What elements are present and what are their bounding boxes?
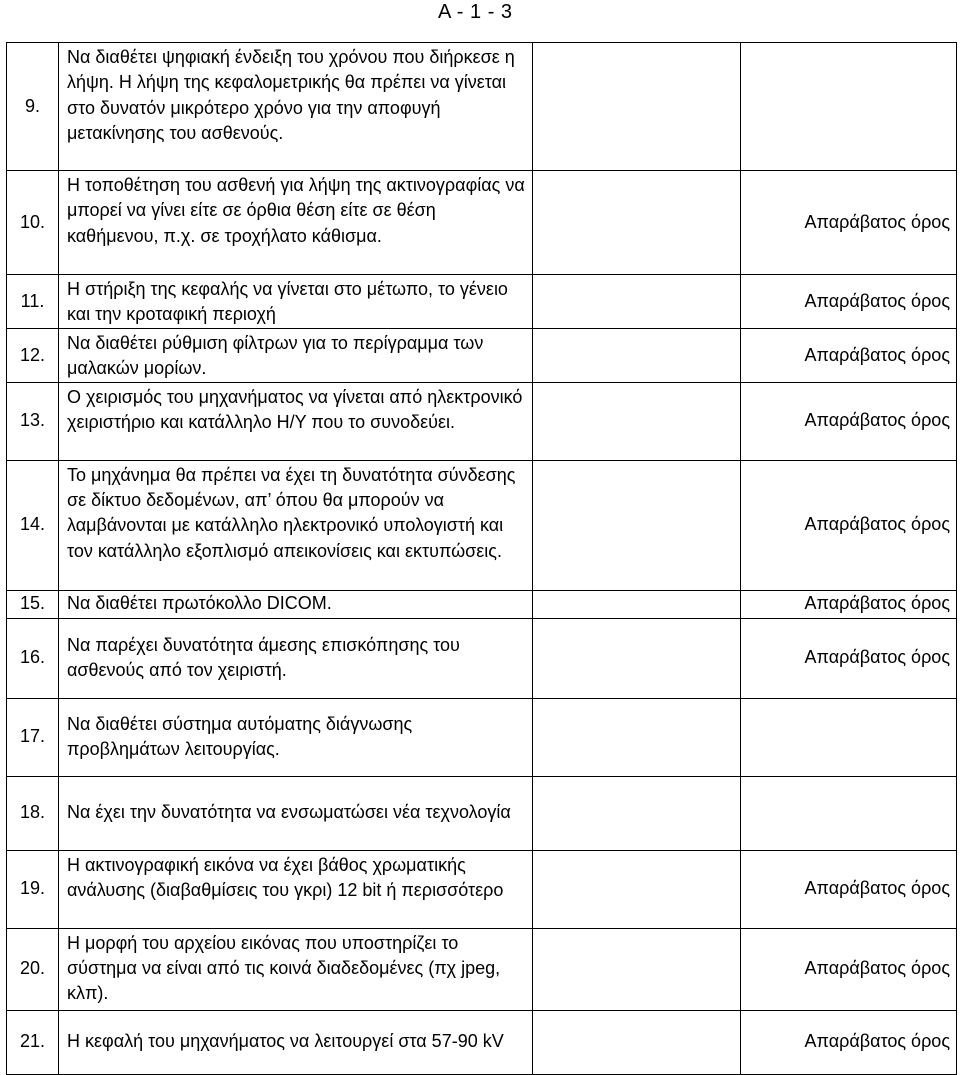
row-description-text: Να παρέχει δυνατότητα άμεσης επισκόπησης του ασθενούς από τον χειριστή.: [67, 634, 460, 681]
row-description: [59, 328, 533, 382]
row-number: 21.: [7, 1010, 59, 1074]
row-number: 14.: [7, 460, 59, 590]
page-number-label: A - 1 - 3: [438, 1, 513, 23]
empty-cell: [533, 1010, 741, 1074]
table-row: [7, 850, 957, 928]
row-number: 10.: [7, 171, 59, 275]
specifications-table: [6, 42, 957, 1075]
empty-cell: [533, 850, 741, 928]
row-description: [59, 460, 533, 590]
row-requirement: [741, 776, 957, 850]
empty-cell: [533, 928, 741, 1010]
row-description: [59, 590, 533, 618]
table-row: [7, 698, 957, 776]
row-requirement: Απαράβατος όρος: [741, 850, 957, 928]
row-description: [59, 1010, 533, 1074]
table-row: [7, 1010, 957, 1074]
table-row: [7, 590, 957, 618]
table-row: [7, 275, 957, 329]
row-description: [59, 850, 533, 928]
row-description: [59, 275, 533, 329]
empty-cell: [533, 460, 741, 590]
row-description-text: Ο χειρισμός του μηχανήματος να γίνεται από ηλεκτρονικό χειριστήριο και κατάλληλο Η/Υ που το συνοδεύει.: [67, 386, 523, 433]
row-description: [59, 776, 533, 850]
row-description-text: Η κεφαλή του μηχανήματος να λειτουργεί στα 57-90 kV: [67, 1031, 504, 1052]
row-requirement: Απαράβατος όρος: [741, 382, 957, 460]
empty-cell: [533, 328, 741, 382]
row-description-text: Η τοποθέτηση του ασθενή για λήψη της ακτινογραφίας να μπορεί να γίνει είτε σε όρθια θέση είτε σε θέση καθήμενου, π.χ. σε τροχήλατο κάθισμα.: [67, 175, 525, 246]
empty-cell: [533, 171, 741, 275]
empty-cell: [533, 776, 741, 850]
empty-cell: [533, 590, 741, 618]
row-number: 17.: [7, 698, 59, 776]
row-description-text: Η μορφή του αρχείου εικόνας που υποστηρίζει το σύστημα να είναι από τις κοινά διαδεδομένες (πχ jpeg, κλπ).: [67, 932, 501, 1004]
row-description: [59, 698, 533, 776]
row-description: [59, 171, 533, 275]
row-description-text: Να έχει την δυνατότητα να ενσωματώσει νέα τεχνολογία: [67, 802, 511, 823]
row-description: [59, 618, 533, 698]
row-description-text: Να διαθέτει πρωτόκολλο DICOM.: [67, 593, 332, 614]
row-requirement: [741, 43, 957, 171]
row-description-text: Η στήριξη της κεφαλής να γίνεται στο μέτωπο, το γένειο και την κροταφική περιοχή: [67, 279, 508, 325]
empty-cell: [533, 698, 741, 776]
empty-cell: [533, 618, 741, 698]
empty-cell: [533, 275, 741, 329]
empty-cell: [533, 43, 741, 171]
empty-cell: [533, 382, 741, 460]
row-description: [59, 382, 533, 460]
row-number: 16.: [7, 618, 59, 698]
row-number: 15.: [7, 590, 59, 618]
row-description-text: Να διαθέτει ψηφιακή ένδειξη του χρόνου που διήρκεσε η λήψη. Η λήψη της κεφαλομετρικής θα πρέπει να γίνεται στο δυνατόν μικρότερο χρόνο για την αποφυγή μετακίνησης του ασθενούς.: [67, 47, 515, 144]
table-row: [7, 928, 957, 1010]
row-number: 18.: [7, 776, 59, 850]
row-number: 11.: [7, 275, 59, 329]
row-number: 19.: [7, 850, 59, 928]
row-requirement: Απαράβατος όρος: [741, 460, 957, 590]
row-requirement: Απαράβατος όρος: [741, 928, 957, 1010]
row-number: 9.: [7, 43, 59, 171]
row-description: [59, 43, 533, 171]
table-row: [7, 776, 957, 850]
row-requirement: Απαράβατος όρος: [741, 275, 957, 329]
row-description-text: Να διαθέτει ρύθμιση φίλτρων για το περίγραμμα των μαλακών μορίων.: [67, 332, 484, 379]
table-row: [7, 382, 957, 460]
row-requirement: Απαράβατος όρος: [741, 618, 957, 698]
row-requirement: Απαράβατος όρος: [741, 590, 957, 618]
row-number: 12.: [7, 328, 59, 382]
row-description: [59, 928, 533, 1010]
table-row: [7, 171, 957, 275]
row-requirement: Απαράβατος όρος: [741, 171, 957, 275]
row-requirement: [741, 698, 957, 776]
table-row: [7, 460, 957, 590]
row-number: 13.: [7, 382, 59, 460]
table-row: [7, 328, 957, 382]
row-description-text: Το μηχάνημα θα πρέπει να έχει τη δυνατότητα σύνδεσης σε δίκτυο δεδομένων, απ’ όπου θα μπορούν να λαμβάνονται με κατάλληλο ηλεκτρονικό υπολογιστή και τον κατάλληλο εξοπλισμό απεικονίσεις και εκτυπώσεις.: [67, 464, 516, 561]
table-row: [7, 43, 957, 171]
row-requirement: Απαράβατος όρος: [741, 328, 957, 382]
row-description-text: Η ακτινογραφική εικόνα να έχει βάθος χρωματικής ανάλυσης (διαβαθμίσεις του γκρι) 12 bit ή περισσότερο: [67, 854, 504, 901]
row-number: 20.: [7, 928, 59, 1010]
table-row: [7, 618, 957, 698]
row-requirement: Απαράβατος όρος: [741, 1010, 957, 1074]
row-description-text: Να διαθέτει σύστημα αυτόματης διάγνωσης προβλημάτων λειτουργίας.: [67, 713, 413, 760]
